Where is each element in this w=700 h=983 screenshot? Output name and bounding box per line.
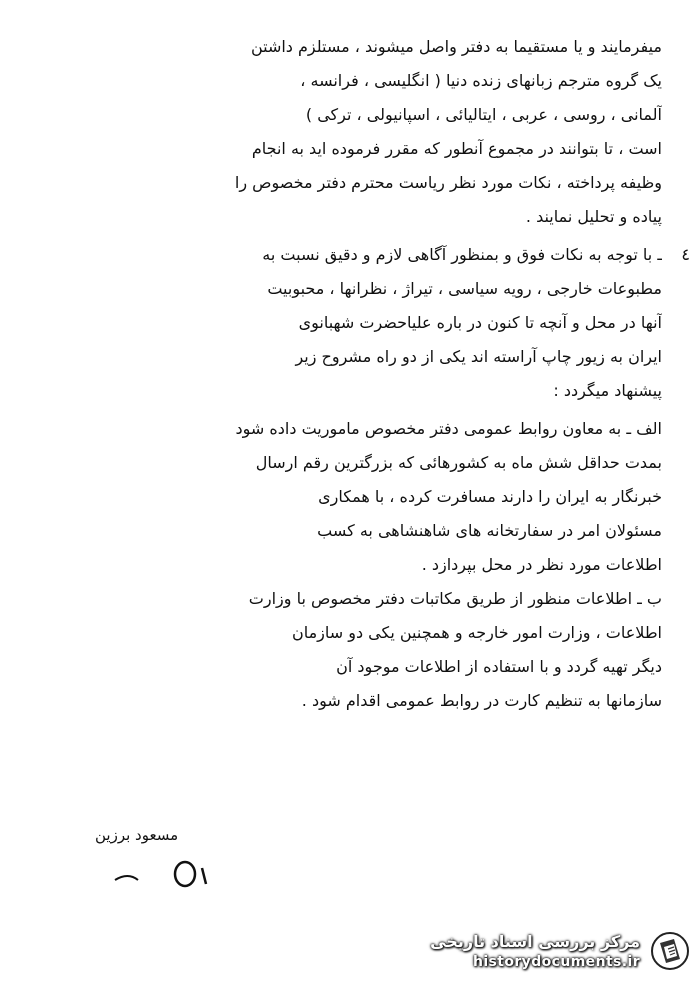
item-alef-line: مسئولان امر در سفارتخانه های شاهنشاهی به کسب (317, 521, 662, 540)
item-number: ٤ (681, 245, 690, 264)
document-archive-logo-icon (650, 931, 690, 971)
watermark (430, 931, 690, 971)
watermark-title: مرکز بررسی اسناد تاریخی (430, 932, 640, 951)
handwritten-signature-icon (110, 850, 220, 890)
item-be-line: اطلاعات ، وزارت امور خارجه و همچنین یکی دو سازمان (291, 623, 662, 642)
item-4-line: مطبوعات خارجی ، رویه سیاسی ، تیراژ ، نظرانها ، محبوبیت (267, 279, 662, 298)
watermark-url: historydocuments.ir (472, 954, 640, 970)
body-line: میفرمایند و یا مستقیما به دفتر واصل میشوند ، مستلزم داشتن (250, 37, 662, 56)
body-line: است ، تا بتوانند در مجموع آنطور که مقرر فرموده اید به انجام (251, 139, 662, 158)
item-4-line: ـ با توجه به نکات فوق و بمنظور آگاهی لازم و دقیق نسبت به (262, 245, 662, 264)
body-line: یک گروه مترجم زبانهای زنده دنیا ( انگلیسی ، فرانسه ، (300, 71, 662, 90)
item-alef-line: خبرنگار به ایران را دارند مسافرت کرده ، با همکاری (318, 487, 662, 506)
item-4-line: آنها در محل و آنچه تا کنون در باره علیاحضرت شهبانوی (298, 313, 662, 332)
body-line: پیاده و تحلیل نمایند . (525, 207, 662, 226)
item-4-line: پیشنهاد میگردد : (553, 381, 662, 400)
item-be-line: دیگر تهیه گردد و با استفاده از اطلاعات موجود آن (336, 657, 662, 676)
item-4 (60, 238, 690, 272)
item-alef-line: بمدت حداقل شش ماه به کشورهائی که بزرگترین رقم ارسال (255, 453, 662, 472)
item-alef-line: الف ـ به معاون روابط عمومی دفتر مخصوص ماموریت داده شود (235, 419, 662, 438)
watermark-text (430, 931, 640, 971)
item-4-line: ایران به زیور چاپ آراسته اند یکی از دو راه مشروح زیر (295, 347, 662, 366)
signature-name: مسعود برزین (95, 826, 179, 844)
item-be-line: ب ـ اطلاعات منظور از طریق مکاتبات دفتر مخصوص با وزارت (248, 589, 662, 608)
body-line: وظیفه پرداخته ، نکات مورد نظر ریاست محترم دفتر مخصوص را (234, 173, 662, 192)
item-be-line: سازمانها به تنظیم کارت در روابط عمومی اقدام شود . (301, 691, 662, 710)
document-body (60, 30, 690, 718)
body-line: آلمانی ، روسی ، عربی ، ایتالیائی ، اسپانیولی ، ترکی ) (305, 105, 662, 124)
item-alef-line: اطلاعات مورد نظر در محل بپردازد . (421, 555, 662, 574)
